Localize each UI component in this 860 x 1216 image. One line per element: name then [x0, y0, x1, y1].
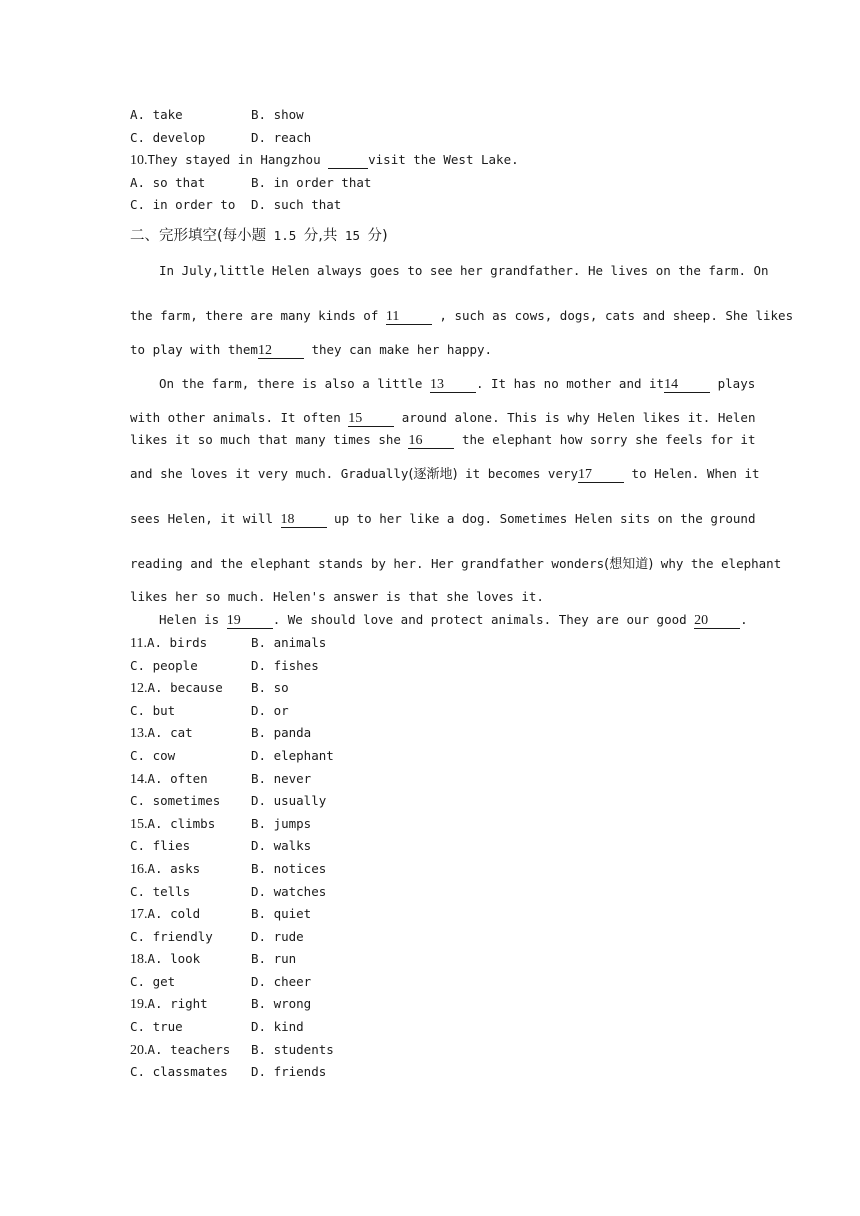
option-c[interactable]: C. sometimes [130, 793, 221, 809]
passage-line: and she loves it very much. Gradually(逐渐地) it becomes very17 to Helen. When it [130, 465, 760, 482]
question-number: 17. [130, 907, 148, 923]
question-16 [130, 858, 730, 881]
option-c[interactable]: C. people [130, 657, 198, 673]
options-row [130, 881, 730, 904]
option-b[interactable]: B. so [251, 680, 289, 696]
option-a[interactable]: A. right [147, 996, 208, 1012]
option-d[interactable]: D. rude [251, 928, 304, 944]
passage-line: likes her so much. Helen's answer is that she loves it. [130, 588, 544, 604]
question-number: 18. [130, 952, 148, 968]
blank-13[interactable]: 13 [430, 378, 476, 393]
question-18 [130, 948, 730, 971]
question-20 [130, 1039, 730, 1062]
blank-12[interactable]: 12 [258, 344, 304, 359]
option-c[interactable]: C. tells [130, 883, 191, 899]
question-text: They stayed in Hangzhou [147, 152, 329, 168]
option-b[interactable]: B. jumps [251, 815, 312, 831]
option-b: B. show [251, 107, 304, 122]
option-b[interactable]: B. never [251, 770, 312, 786]
options-row [130, 790, 730, 813]
options-row [130, 926, 730, 949]
option-a[interactable]: A. climbs [147, 815, 216, 831]
blank-20[interactable]: 20 [694, 614, 740, 629]
option-d[interactable]: D. watches [251, 883, 327, 899]
option-c[interactable]: C. flies [130, 838, 191, 854]
option-c[interactable]: C. classmates [130, 1064, 228, 1080]
options-row [130, 1061, 730, 1084]
option-c[interactable]: C. but [130, 702, 176, 718]
option-b[interactable]: B. panda [251, 725, 312, 741]
question-number: 15. [130, 816, 148, 832]
option-d[interactable]: D. kind [251, 1019, 304, 1035]
exam-page [130, 104, 794, 1084]
option-b: B. in order that [251, 174, 372, 190]
options-row [130, 971, 730, 994]
option-d[interactable]: D. elephant [251, 747, 334, 763]
question-number: 13. [130, 726, 148, 742]
question-15 [130, 813, 730, 836]
option-c: C. develop [130, 129, 206, 145]
option-d[interactable]: D. fishes [251, 657, 319, 673]
options-row [130, 835, 730, 858]
question-number: 14. [130, 771, 148, 787]
options-row [130, 655, 730, 678]
option-c[interactable]: C. cow [130, 747, 176, 763]
blank-16[interactable]: 16 [408, 434, 454, 449]
option-b[interactable]: B. run [251, 951, 297, 967]
question-12 [130, 677, 730, 700]
option-a[interactable]: A. asks [147, 860, 201, 876]
option-a[interactable]: A. cat [147, 725, 193, 741]
options-row [130, 1016, 730, 1039]
passage-line: reading and the elephant stands by her. Her grandfather wonders(想知道) why the elephant [130, 555, 782, 572]
passage-line: Helen is 19 . We should love and protect animals. They are our good 20 . [159, 611, 748, 628]
passage-line: with other animals. It often 15 around alone. This is why Helen likes it. Helen [130, 409, 756, 426]
option-c: C. in order to [130, 197, 236, 213]
question-text: visit the West Lake. [368, 152, 519, 168]
question-17 [130, 903, 730, 926]
options-row [130, 700, 730, 723]
question-number: 12. [130, 681, 148, 697]
option-d: D. reach [251, 129, 312, 145]
option-a[interactable]: A. because [147, 680, 223, 696]
options-row [130, 172, 730, 195]
option-a: A. take [130, 107, 183, 122]
options-row [130, 745, 730, 768]
question-14 [130, 768, 730, 791]
chinese-gloss: (想知道) [604, 556, 654, 572]
option-d[interactable]: D. cheer [251, 973, 312, 989]
question-19 [130, 993, 730, 1016]
passage-line: the farm, there are many kinds of 11 , such as cows, dogs, cats and sheep. She likes [130, 307, 794, 324]
options-row [130, 194, 730, 217]
option-b[interactable]: B. animals [251, 634, 327, 650]
cloze-passage [130, 260, 794, 631]
option-a[interactable]: A. teachers [147, 1041, 231, 1057]
option-b[interactable]: B. notices [251, 860, 327, 876]
question-number: 19. [130, 997, 148, 1013]
question-11 [130, 632, 730, 655]
blank-14[interactable]: 14 [664, 378, 710, 393]
passage-line: In July,little Helen always goes to see her grandfather. He lives on the farm. On [159, 262, 769, 278]
option-d[interactable]: D. friends [251, 1064, 327, 1080]
option-b[interactable]: B. quiet [251, 906, 312, 922]
question-10 [130, 149, 730, 172]
passage-line: On the farm, there is also a little 13 . It has no mother and it14 plays [159, 375, 756, 392]
option-d: D. such that [251, 197, 342, 213]
option-b[interactable]: B. students [251, 1041, 334, 1057]
option-b[interactable]: B. wrong [251, 996, 312, 1012]
option-d[interactable]: D. walks [251, 838, 312, 854]
question-number: 16. [130, 861, 148, 877]
option-a: A. so that [130, 174, 206, 190]
blank-19[interactable]: 19 [227, 614, 273, 629]
question-number: 11. [130, 635, 147, 651]
chinese-gloss: (逐渐地) [408, 466, 458, 482]
option-c[interactable]: C. friendly [130, 928, 213, 944]
passage-line: to play with them12 they can make her happy. [130, 341, 493, 358]
question-list [130, 632, 730, 1084]
question-number: 10. [130, 153, 148, 169]
question-number: 20. [130, 1042, 148, 1058]
option-d[interactable]: D. or [251, 702, 289, 718]
section-heading: 二、完形填空(每小题 1.5 分,共 15 分) [130, 227, 388, 244]
blank-18[interactable]: 18 [281, 513, 327, 528]
blank-11[interactable]: 11 [386, 310, 432, 325]
option-a[interactable]: A. look [147, 951, 201, 967]
option-c[interactable]: C. true [130, 1019, 183, 1035]
option-d[interactable]: D. usually [251, 793, 327, 809]
answer-blank[interactable] [328, 154, 368, 169]
blank-17[interactable]: 17 [578, 468, 624, 483]
options-row [130, 104, 730, 127]
option-a[interactable]: A. birds [146, 634, 208, 650]
option-a[interactable]: A. often [147, 770, 208, 786]
passage-line: sees Helen, it will 18 up to her like a dog. Sometimes Helen sits on the ground [130, 510, 756, 527]
option-c[interactable]: C. get [130, 973, 176, 989]
blank-15[interactable]: 15 [348, 412, 394, 427]
passage-line: likes it so much that many times she 16 the elephant how sorry she feels for it [130, 431, 756, 448]
options-row [130, 127, 730, 150]
option-a[interactable]: A. cold [147, 906, 201, 922]
question-13 [130, 722, 730, 745]
